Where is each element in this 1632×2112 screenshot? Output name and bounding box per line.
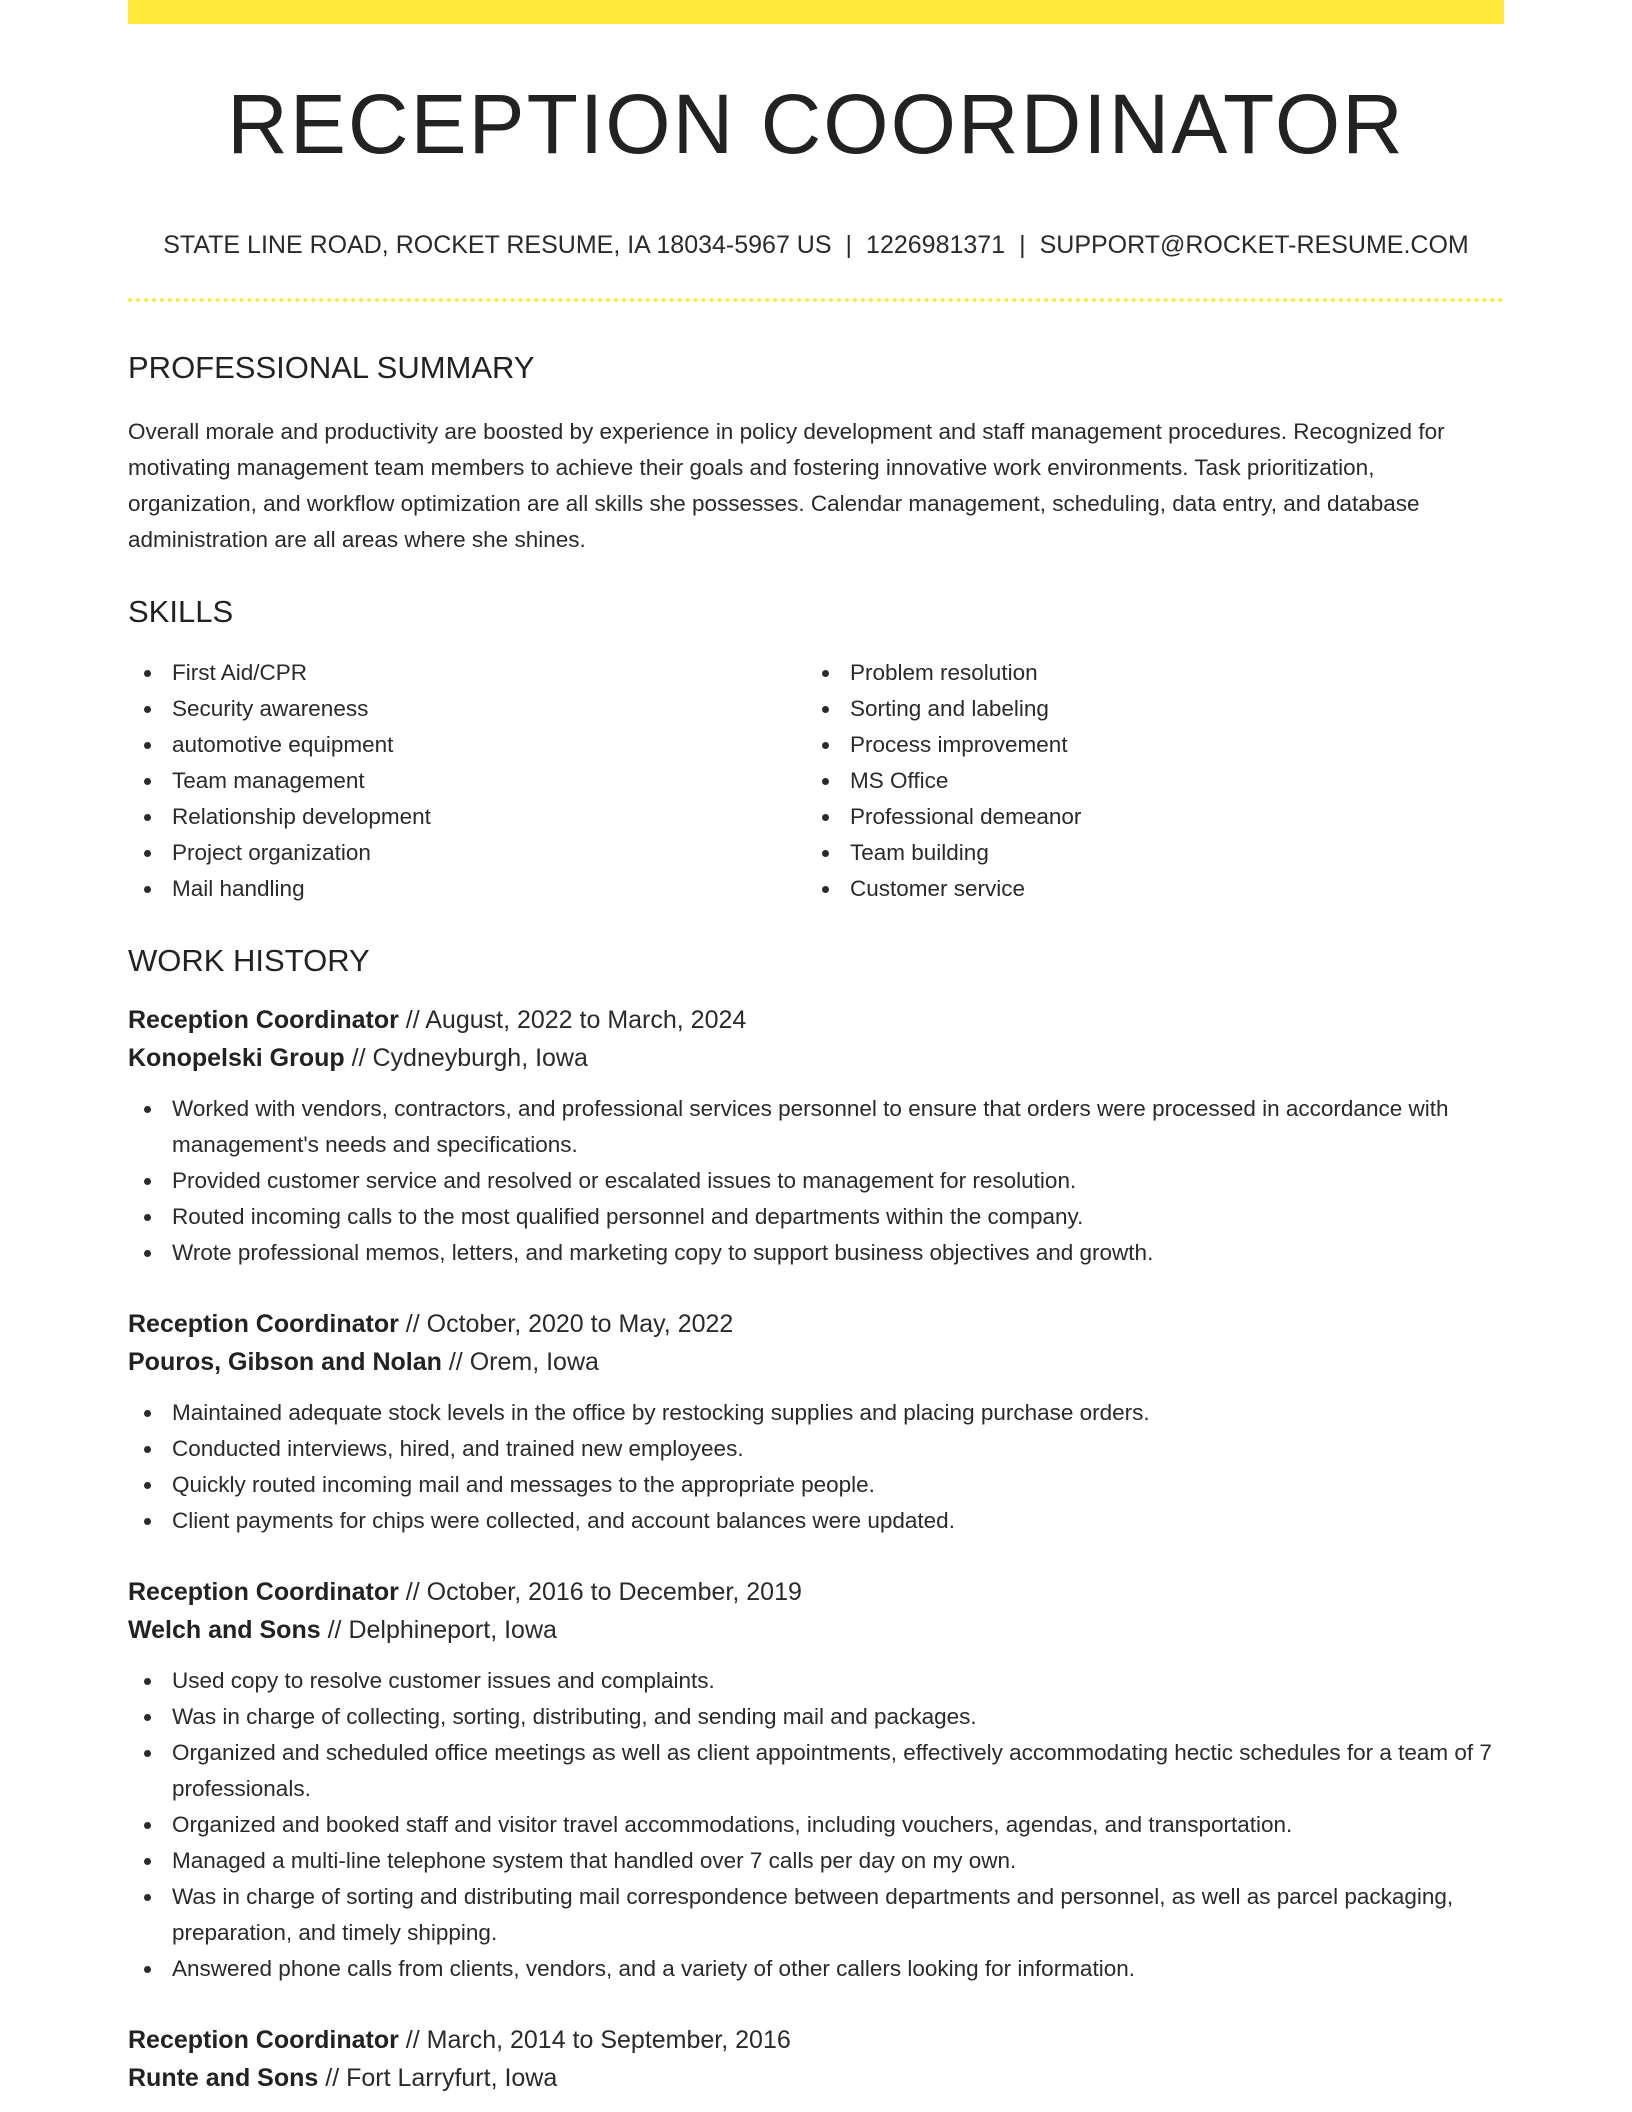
job-location: Orem, Iowa [469,1348,599,1376]
job-company: Runte and Sons [128,2064,319,2092]
job-dates: October, 2020 to May, 2022 [426,1310,734,1338]
job-company: Konopelski Group [128,1044,345,1072]
skill-item: Team management [128,763,806,799]
job-separator: // [344,1044,373,1072]
job-separator: // [398,2026,427,2054]
job-location: Delphineport, Iowa [348,1616,557,1644]
skill-item: MS Office [806,763,1484,799]
skill-item: Relationship development [128,799,806,835]
job-company: Welch and Sons [128,1616,321,1644]
summary-text: Overall morale and productivity are boosted by experience in policy development and staff management procedures. Recognized for motivating management team members to achieve their goals and fostering innovative work environments. Task prioritization, organization, and workflow optimization are all skills she possesses. Calendar management, scheduling, data entry, and database administration are all areas where she shines. [128,419,1445,552]
job-bullet: Quickly routed incoming mail and messages to the appropriate people. [128,1467,1504,1503]
job-bullet: Used copy to resolve customer issues and complaints. [128,1663,1504,1699]
job-bullet: Organized and booked staff and visitor travel accommodations, including vouchers, agendas, and transportation. [128,1807,1504,1843]
contact-email: SUPPORT@ROCKET-RESUME.COM [1039,231,1469,259]
skills-left-column [128,655,806,907]
job-bullet: Managed a multi-line telephone system that handled over 7 calls per day on my own. [128,1843,1504,1879]
job-bullet: Was in charge of sorting and distributing mail correspondence between departments and personnel, as well as parcel packaging, preparation, and timely shipping. [128,1879,1504,1951]
job-company-line [128,1343,1504,1381]
contact-line [128,233,1504,258]
skill-item: Team building [806,835,1484,871]
candidate-title: RECEPTION COORDINATOR [227,77,1405,171]
job-role-line [128,1305,1504,1343]
job-location: Fort Larryfurt, Iowa [346,2064,558,2092]
skill-item: First Aid/CPR [128,655,806,691]
job-role: Reception Coordinator [128,1578,399,1606]
job-bullet: Was in charge of collecting, sorting, distributing, and sending mail and packages. [128,1699,1504,1735]
skill-item: Project organization [128,835,806,871]
job-separator: // [441,1348,470,1376]
job-separator: // [398,1006,426,1034]
job-bullet: Client payments for chips were collected, and account balances were updated. [128,1503,1504,1539]
job-bullet: Wrote professional memos, letters, and marketing copy to support business objectives and growth. [128,1235,1504,1271]
job-bullet: Conducted interviews, hired, and trained new employees. [128,1431,1504,1467]
top-accent-bar [128,0,1504,24]
job-bullets [128,1395,1504,1539]
job-bullet: Routed incoming calls to the most qualified personnel and departments within the company. [128,1199,1504,1235]
job-dates: March, 2014 to September, 2016 [426,2026,791,2054]
contact-phone: 1226981371 [866,231,1006,259]
job-entry [128,1305,1504,1539]
contact-separator: | [1019,231,1026,259]
job-bullet: Worked with vendors, contractors, and professional services personnel to ensure that orders were processed in accordance with management's needs and specifications. [128,1091,1504,1163]
job-company-line [128,2059,1504,2097]
skill-item: Customer service [806,871,1484,907]
skill-item: Sorting and labeling [806,691,1484,727]
skills-columns [128,655,1504,907]
job-bullet: Organized and scheduled office meetings as well as client appointments, effectively accommodating hectic schedules for a team of 7 professionals. [128,1735,1504,1807]
job-role: Reception Coordinator [128,2026,399,2054]
job-bullets [128,1663,1504,1987]
job-entry [128,1573,1504,1987]
job-role-line [128,1001,1504,1039]
job-role-line [128,2021,1504,2059]
job-dates: October, 2016 to December, 2019 [426,1578,802,1606]
section-title-skills: SKILLS [128,594,234,629]
job-company: Pouros, Gibson and Nolan [128,1348,442,1376]
job-separator: // [398,1578,427,1606]
job-dates: August, 2022 to March, 2024 [425,1006,747,1034]
skill-item: Problem resolution [806,655,1484,691]
contact-address: STATE LINE ROAD, ROCKET RESUME, IA 18034-5967 US [163,231,832,259]
job-role: Reception Coordinator [128,1310,399,1338]
skill-item: Process improvement [806,727,1484,763]
skill-item: Security awareness [128,691,806,727]
dotted-divider [128,298,1504,302]
job-entry [128,2021,1504,2097]
contact-separator: | [845,231,853,259]
skill-item: Mail handling [128,871,806,907]
job-bullet: Answered phone calls from clients, vendors, and a variety of other callers looking for information. [128,1951,1504,1987]
section-title-work-history: WORK HISTORY [128,943,370,978]
job-role: Reception Coordinator [128,1006,399,1034]
job-company-line [128,1611,1504,1649]
job-bullets [128,1091,1504,1271]
job-separator: // [398,1310,427,1338]
skill-item: Professional demeanor [806,799,1484,835]
job-bullet: Provided customer service and resolved or escalated issues to management for resolution. [128,1163,1504,1199]
skill-item: automotive equipment [128,727,806,763]
resume-page [128,0,1504,2097]
job-bullet: Maintained adequate stock levels in the office by restocking supplies and placing purchase orders. [128,1395,1504,1431]
job-company-line [128,1039,1504,1077]
job-separator: // [320,1616,349,1644]
section-title-summary: PROFESSIONAL SUMMARY [128,350,535,385]
job-entry [128,1001,1504,1271]
job-location: Cydneyburgh, Iowa [372,1044,588,1072]
skills-right-column [806,655,1484,907]
job-separator: // [318,2064,347,2092]
job-role-line [128,1573,1504,1611]
